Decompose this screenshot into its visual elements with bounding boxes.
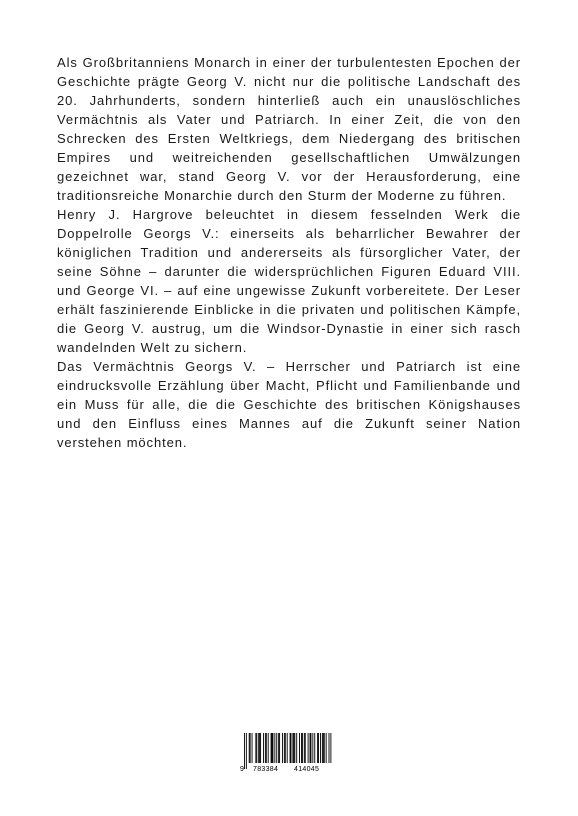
barcode-bar	[318, 733, 319, 763]
back-cover-text	[57, 53, 521, 452]
barcode-bar	[317, 733, 318, 763]
barcode-bar	[301, 733, 302, 763]
barcode-bar	[308, 733, 309, 763]
barcode-bar	[244, 733, 245, 769]
barcode-bar	[272, 733, 273, 763]
barcode-bar	[274, 733, 275, 763]
barcode-bar	[290, 733, 291, 763]
barcode-bar	[271, 733, 272, 763]
barcode-bar	[314, 733, 315, 763]
barcode-bar	[291, 733, 292, 763]
barcode-bar	[285, 733, 286, 763]
barcode-bar	[284, 733, 285, 763]
barcode-bar	[302, 733, 303, 763]
barcode-bar	[273, 733, 274, 763]
barcode-bar	[268, 733, 269, 763]
barcode-bar	[299, 733, 300, 763]
barcode-bar	[255, 733, 256, 763]
barcode-bar	[296, 733, 297, 763]
blurb-paragraph-3: Das Vermächtnis Georgs V. – Herrscher und Patriarch ist eine eindrucksvolle Erzählung über Macht, Pflicht und Familienbande und ein Muss für alle, die die Geschichte des britischen Königshauses und den Einfluss eines Mannes auf die Zukunft seiner Nation verstehen möchten.	[57, 359, 521, 450]
blurb-paragraph-1: Als Großbritanniens Monarch in einer der turbulentesten Epochen der Geschichte prägte Georg V. nicht nur die politische Landschaft des 20. Jahrhunderts, sondern hinterließ auch ein unauslöschliches Vermächtnis als Vater und Patriarch. In einer Zeit, die von den Schrecken des Ersten Weltkriegs, dem Niedergang des britischen Empires und weitreichenden gesellschaftlichen Umwälzungen gezeichnet war, stand Georg V. vor der Herausforderung, eine traditionsreiche Monarchie durch den Sturm der Moderne zu führen.	[57, 55, 521, 203]
barcode-bar	[311, 733, 312, 763]
barcode-bar	[278, 733, 279, 763]
barcode-bar	[282, 733, 283, 763]
barcode-bar	[329, 733, 330, 763]
barcode-bar	[260, 733, 261, 763]
isbn-barcode	[240, 733, 336, 773]
barcode-bar	[310, 733, 311, 763]
barcode-bar	[246, 733, 247, 769]
barcode-digits-left: 783384	[253, 766, 279, 773]
barcode-bar	[322, 733, 323, 763]
barcode-bar	[324, 733, 325, 763]
barcode-digits-right: 414045	[294, 766, 320, 773]
barcode-bar	[287, 733, 288, 763]
barcode-bar	[293, 733, 294, 763]
barcode-graphic	[240, 733, 336, 773]
barcode-bar	[258, 733, 259, 763]
barcode-bar	[294, 733, 295, 763]
barcode-bar	[304, 733, 305, 763]
barcode-bar	[265, 733, 266, 763]
barcode-bar	[249, 733, 250, 763]
barcode-bar	[305, 733, 306, 763]
barcode-bar	[266, 733, 267, 763]
barcode-bar	[279, 733, 280, 763]
barcode-bar	[252, 733, 253, 763]
barcode-digit-prefix: 9	[240, 766, 244, 773]
barcode-bar	[320, 733, 321, 763]
barcode-bar	[256, 733, 257, 763]
barcode-bar	[292, 733, 293, 763]
barcode-bar	[250, 733, 251, 763]
barcode-bar	[312, 733, 313, 763]
barcode-bar	[330, 733, 331, 763]
barcode-bar	[263, 733, 264, 763]
blurb-paragraph-2: Henry J. Hargrove beleuchtet in diesem fesselnden Werk die Doppelrolle Georgs V.: einerseits als beharrlicher Bewahrer der königlichen Tradition und andererseits als fürsorglicher Vater, der seine Söhne – darunter die widersprüchlichen Figuren Eduard VIII. und George VI. – auf eine ungewisse Zukunft vorbereitete. Der Leser erhält faszinierende Einblicke in die privaten und politischen Kämpfe, die Georg V. austrug, um die Windsor-Dynastie in einer sich rasch wandelnden Welt zu sichern.	[57, 207, 521, 355]
barcode-bar	[276, 733, 277, 763]
barcode-bar	[323, 733, 324, 763]
barcode-bar	[326, 733, 327, 763]
barcode-bar	[259, 733, 260, 763]
